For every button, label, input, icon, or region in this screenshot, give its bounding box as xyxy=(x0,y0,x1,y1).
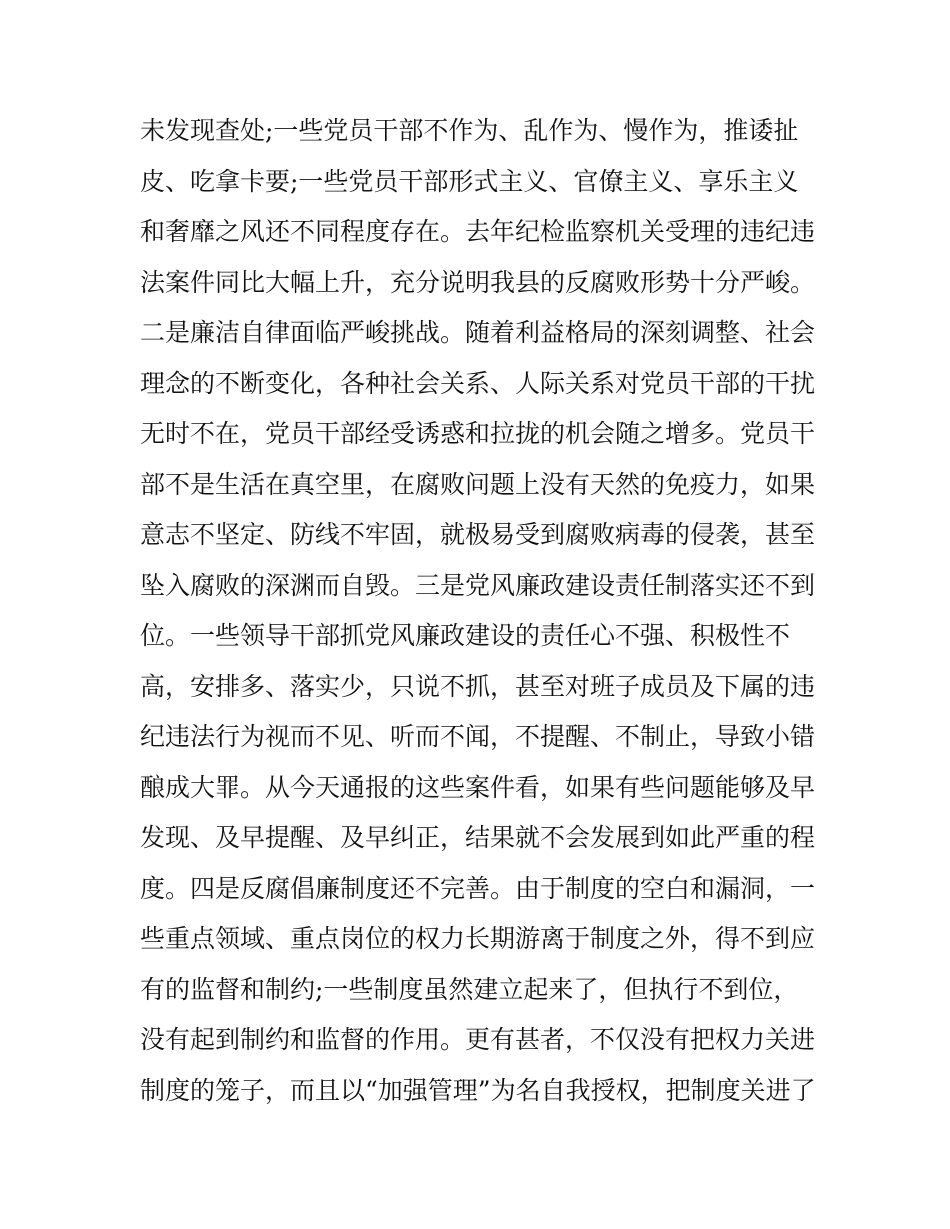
text-line: 制度的笼子，而且以“加强管理”为名自我授权，把制度关进了 xyxy=(140,1075,816,1105)
text-line: 无时不在，党员干部经受诱惑和拉拢的机会随之增多。党员干 xyxy=(140,419,816,448)
text-line: 理念的不断变化，各种社会关系、人际关系对党员干部的干扰 xyxy=(140,368,816,398)
body-text xyxy=(140,109,820,1119)
text-line: 部不是生活在真空里，在腐败问题上没有天然的免疫力，如果 xyxy=(140,469,816,499)
text-line: 纪违法行为视而不见、听而不闻，不提醒、不制止，导致小错 xyxy=(140,722,816,751)
text-line: 意志不坚定、防线不牢固，就极易受到腐败病毒的侵袭，甚至 xyxy=(140,520,816,549)
text-line: 皮、吃拿卡要;一些党员干部形式主义、官僚主义、享乐主义 xyxy=(140,166,799,196)
text-line: 未发现查处;一些党员干部不作为、乱作为、慢作为，推诿扯 xyxy=(140,116,799,145)
text-line: 些重点领域、重点岗位的权力长期游离于制度之外，得不到应 xyxy=(140,924,816,953)
text-line: 发现、及早提醒、及早纠正，结果就不会发展到如此严重的程 xyxy=(140,823,816,852)
text-line: 法案件同比大幅上升，充分说明我县的反腐败形势十分严峻。 xyxy=(140,267,816,297)
text-line: 坠入腐败的深渊而自毁。三是党风廉政建设责任制落实还不到 xyxy=(140,570,816,600)
text-line: 高，安排多、落实少，只说不抓，甚至对班子成员及下属的违 xyxy=(140,671,816,701)
text-line: 度。四是反腐倡廉制度还不完善。由于制度的空白和漏洞，一 xyxy=(140,873,816,903)
text-line: 没有起到制约和监督的作用。更有甚者，不仅没有把权力关进 xyxy=(140,1025,816,1054)
text-line: 位。一些领导干部抓党风廉政建设的责任心不强、积极性不 xyxy=(140,621,791,650)
text-line: 有的监督和制约;一些制度虽然建立起来了，但执行不到位， xyxy=(140,974,799,1004)
text-line: 二是廉洁自律面临严峻挑战。随着利益格局的深刻调整、社会 xyxy=(140,318,816,347)
text-line: 酿成大罪。从今天通报的这些案件看，如果有些问题能够及早 xyxy=(140,772,816,802)
text-line: 和奢靡之风还不同程度存在。去年纪检监察机关受理的违纪违 xyxy=(140,217,816,246)
